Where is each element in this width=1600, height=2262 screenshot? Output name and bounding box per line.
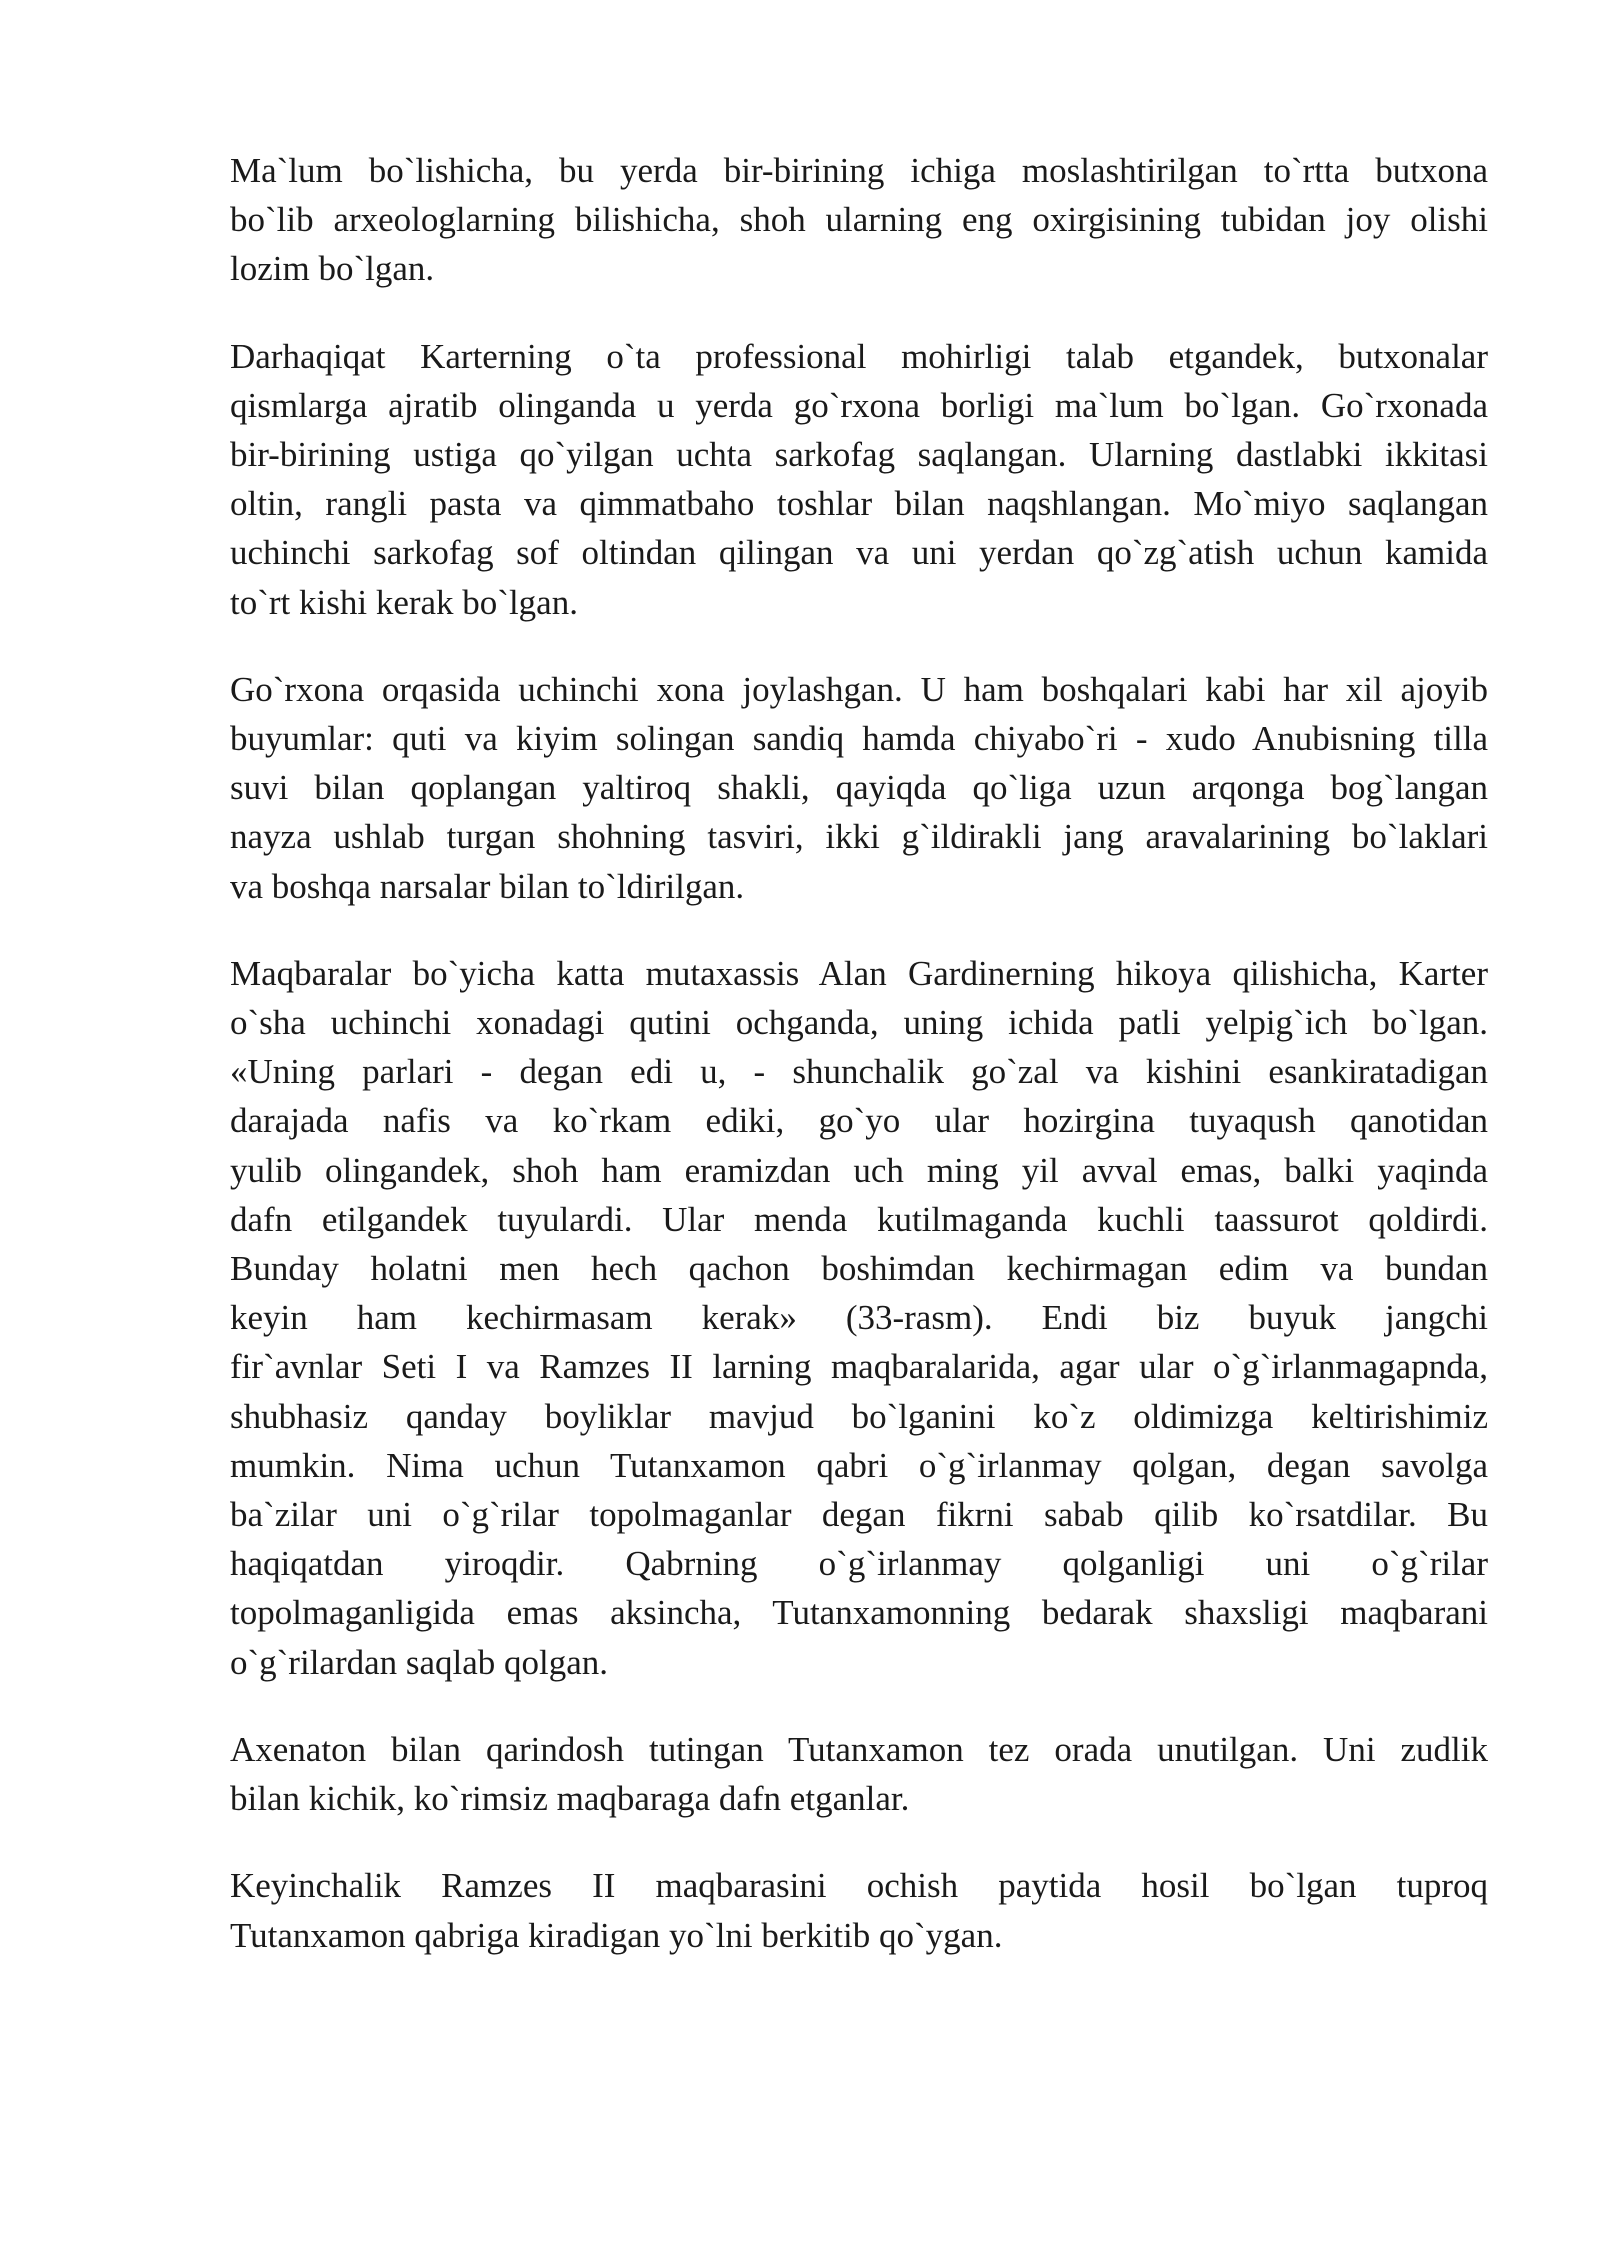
text-line: suvi bilan qoplangan yaltiroq shakli, qayiqda qo`liga uzun arqonga bog`langan	[230, 768, 1488, 808]
text-line: dafn etilgandek tuyulardi. Ular menda kutilmaganda kuchli taassurot qoldirdi.	[230, 1199, 1488, 1239]
text-line: buyumlar: quti va kiyim solingan sandiq hamda chiyabo`ri - xudo Anubisning tilla	[230, 719, 1488, 759]
text-line: topolmaganligida emas aksincha, Tutanxamonning bedarak shaxsligi maqbarani	[230, 1593, 1488, 1633]
paragraph-5	[230, 1725, 1488, 1823]
text-line: bilan kichik, ko`rimsiz maqbaraga dafn etganlar.	[230, 1779, 910, 1819]
text-line: Bunday holatni men hech qachon boshimdan kechirmagan edim va bundan	[230, 1249, 1488, 1289]
text-line: keyin ham kechirmasam kerak» (33-rasm). Endi biz buyuk jangchi	[230, 1298, 1488, 1338]
paragraph-1	[230, 146, 1488, 294]
text-line: shubhasiz qanday boyliklar mavjud bo`lganini ko`z oldimizga keltirishimiz	[230, 1396, 1488, 1436]
text-line: haqiqatdan yiroqdir. Qabrning o`g`irlanmay qolganligi uni o`g`rilar	[230, 1544, 1488, 1584]
text-line: o`g`rilardan saqlab qolgan.	[230, 1642, 609, 1682]
text-line: fir`avnlar Seti I va Ramzes II larning maqbaralarida, agar ular o`g`irlanmagapnda,	[230, 1347, 1488, 1387]
text-line: Axenaton bilan qarindosh tutingan Tutanxamon tez orada unutilgan. Uni zudlik	[230, 1729, 1488, 1769]
paragraph-3	[230, 665, 1488, 911]
text-line: Maqbaralar bo`yicha katta mutaxassis Alan Gardinerning hikoya qilishicha, Karter	[230, 953, 1488, 993]
text-line: qismlarga ajratib olinganda u yerda go`rxona borligi ma`lum bo`lgan. Go`rxonada	[230, 385, 1488, 425]
text-line: Darhaqiqat Karterning o`ta professional mohirligi talab etgandek, butxonalar	[230, 336, 1488, 376]
text-line: Go`rxona orqasida uchinchi xona joylashgan. U ham boshqalari kabi har xil ajoyib	[230, 669, 1488, 709]
text-line: to`rt kishi kerak bo`lgan.	[230, 582, 578, 622]
text-line: yulib olingandek, shoh ham eramizdan uch ming yil avval emas, balki yaqinda	[230, 1150, 1488, 1190]
text-line: lozim bo`lgan.	[230, 249, 435, 289]
text-line: va boshqa narsalar bilan to`ldirilgan.	[230, 866, 745, 906]
text-line: ba`zilar uni o`g`rilar topolmaganlar degan fikrni sabab qilib ko`rsatdilar. Bu	[230, 1495, 1488, 1535]
text-line: darajada nafis va ko`rkam ediki, go`yo ular hozirgina tuyaqush qanotidan	[230, 1101, 1488, 1141]
text-line: Ma`lum bo`lishicha, bu yerda bir-birining ichiga moslashtirilgan to`rtta butxona	[230, 151, 1488, 190]
text-line: nayza ushlab turgan shohning tasviri, ikki g`ildirakli jang aravalarining bo`laklari	[230, 817, 1488, 857]
paragraph-2	[230, 332, 1488, 627]
text-line: oltin, rangli pasta va qimmatbaho toshlar bilan naqshlangan. Mo`miyo saqlangan	[230, 484, 1488, 524]
text-line: o`sha uchinchi xonadagi qutini ochganda, uning ichida patli yelpig`ich bo`lgan.	[230, 1003, 1488, 1043]
text-line: bo`lib arxeologlarning bilishicha, shoh ularning eng oxirgisining tubidan joy olishi	[230, 200, 1488, 240]
paragraph-4	[230, 949, 1488, 1687]
text-line: bir-birining ustiga qo`yilgan uchta sarkofag saqlangan. Ularning dastlabki ikkitasi	[230, 435, 1488, 475]
document-body	[230, 146, 1488, 1960]
text-line: «Uning parlari - degan edi u, - shunchalik go`zal va kishini esankiratadigan	[230, 1052, 1488, 1092]
text-line: Keyinchalik Ramzes II maqbarasini ochish paytida hosil bo`lgan tuproq	[230, 1866, 1488, 1906]
text-line: Tutanxamon qabriga kiradigan yo`lni berkitib qo`ygan.	[230, 1915, 1003, 1955]
text-line: mumkin. Nima uchun Tutanxamon qabri o`g`irlanmay qolgan, degan savolga	[230, 1445, 1488, 1485]
paragraph-6	[230, 1861, 1488, 1959]
text-line: uchinchi sarkofag sof oltindan qilingan va uni yerdan qo`zg`atish uchun kamida	[230, 533, 1488, 573]
